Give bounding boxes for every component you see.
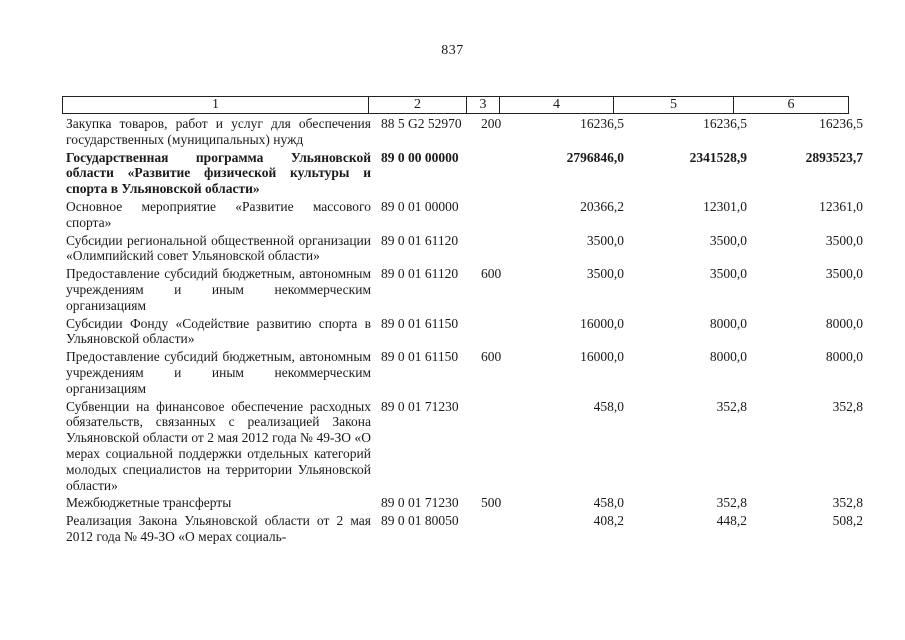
row-value-3: 12361,0 <box>819 198 863 214</box>
row-name: Государственная программа Ульяновской области «Развитие физической культуры и спорта в Ульяновской области» <box>66 149 371 197</box>
row-code: 89 0 01 80050 <box>381 513 459 529</box>
row-value-3: 8000,0 <box>825 349 863 365</box>
row-name: Субсидии региональной общественной организации «Олимпийский совет Ульяновской области» <box>66 232 371 264</box>
row-value-2: 352,8 <box>716 495 747 511</box>
row-code: 88 5 G2 52970 <box>381 116 462 131</box>
row-value-2: 8000,0 <box>709 349 747 365</box>
row-value-2: 3500,0 <box>709 266 747 282</box>
row-code: 89 0 00 00000 <box>381 149 459 165</box>
column-header-6: 6 <box>734 97 849 114</box>
row-value-3: 508,2 <box>832 513 863 529</box>
table-row <box>62 199 865 233</box>
column-header-1: 1 <box>63 97 369 114</box>
table-row <box>62 316 865 350</box>
row-name: Субсидии Фонду «Содействие развитию спорта в Ульяновской области» <box>66 315 371 347</box>
row-type: 600 <box>481 349 502 365</box>
row-value-3: 3500,0 <box>825 266 863 282</box>
row-value-3: 352,8 <box>832 495 863 511</box>
row-code: 89 0 01 71230 <box>381 495 459 511</box>
table-row <box>62 116 865 150</box>
budget-table <box>62 116 865 547</box>
row-code: 89 0 01 61120 <box>381 232 459 248</box>
row-value-2: 12301,0 <box>703 198 747 214</box>
row-value-3: 8000,0 <box>825 315 863 331</box>
row-value-1: 458,0 <box>593 495 624 511</box>
row-value-3: 16236,5 <box>819 116 863 131</box>
column-header-4: 4 <box>500 97 614 114</box>
row-value-2: 16236,5 <box>703 116 747 131</box>
table-row <box>62 349 865 398</box>
row-value-2: 8000,0 <box>709 315 747 331</box>
row-value-2: 352,8 <box>716 398 747 414</box>
row-type <box>477 199 514 233</box>
row-name: Межбюджетные трансферты <box>66 495 232 511</box>
row-value-2: 3500,0 <box>709 232 747 248</box>
row-type <box>477 513 514 547</box>
column-header-2: 2 <box>369 97 467 114</box>
row-code: 89 0 01 00000 <box>381 198 459 214</box>
row-value-1: 3500,0 <box>586 266 624 282</box>
row-value-3: 3500,0 <box>825 232 863 248</box>
row-name: Предоставление субсидий бюджетным, автономным учреждениям и иным некоммерческим организациям <box>66 266 371 313</box>
row-code: 89 0 01 61150 <box>381 315 459 331</box>
row-value-1: 16236,5 <box>580 116 624 131</box>
table-row <box>62 399 865 496</box>
column-header-row <box>62 96 849 114</box>
row-value-3: 352,8 <box>832 398 863 414</box>
row-value-3: 2893523,7 <box>805 149 863 165</box>
row-value-1: 458,0 <box>593 398 624 414</box>
row-code: 89 0 01 61120 <box>381 266 459 282</box>
row-type <box>477 399 514 496</box>
row-type: 200 <box>481 116 502 131</box>
row-type: 500 <box>481 495 502 511</box>
row-code: 89 0 01 71230 <box>381 398 459 414</box>
column-header-5: 5 <box>614 97 734 114</box>
row-type <box>477 233 514 267</box>
table-row <box>62 233 865 267</box>
row-value-1: 20366,2 <box>580 198 624 214</box>
row-value-2: 448,2 <box>716 513 747 529</box>
row-value-1: 2796846,0 <box>566 149 624 165</box>
row-name: Закупка товаров, работ и услуг для обеспечения государственных (муниципальных) нужд <box>66 116 371 147</box>
column-header-3: 3 <box>467 97 500 114</box>
row-name: Предоставление субсидий бюджетным, автономным учреждениям и иным некоммерческим организациям <box>66 349 371 396</box>
row-value-2: 2341528,9 <box>689 149 747 165</box>
row-name: Субвенции на финансовое обеспечение расходных обязательств, связанных с реализацией Закона Ульяновской области от 2 мая 2012 года № 49-ЗО «О мерах социальной поддержки отдельных категорий молодых специалистов на территории Ульяновской области» <box>66 398 371 493</box>
row-name: Реализация Закона Ульяновской области от 2 мая 2012 года № 49-ЗО «О мерах социаль- <box>66 513 371 544</box>
row-value-1: 3500,0 <box>586 232 624 248</box>
table-row <box>62 150 865 199</box>
row-value-1: 408,2 <box>593 513 624 529</box>
table-row <box>62 513 865 547</box>
row-code: 89 0 01 61150 <box>381 349 459 365</box>
row-type: 600 <box>481 266 502 282</box>
row-type <box>477 150 514 199</box>
row-name: Основное мероприятие «Развитие массового спорта» <box>66 198 371 230</box>
row-type <box>477 316 514 350</box>
row-value-1: 16000,0 <box>580 315 624 331</box>
row-value-1: 16000,0 <box>580 349 624 365</box>
page-number: 837 <box>441 43 464 58</box>
table-row <box>62 495 865 513</box>
table-row <box>62 266 865 315</box>
